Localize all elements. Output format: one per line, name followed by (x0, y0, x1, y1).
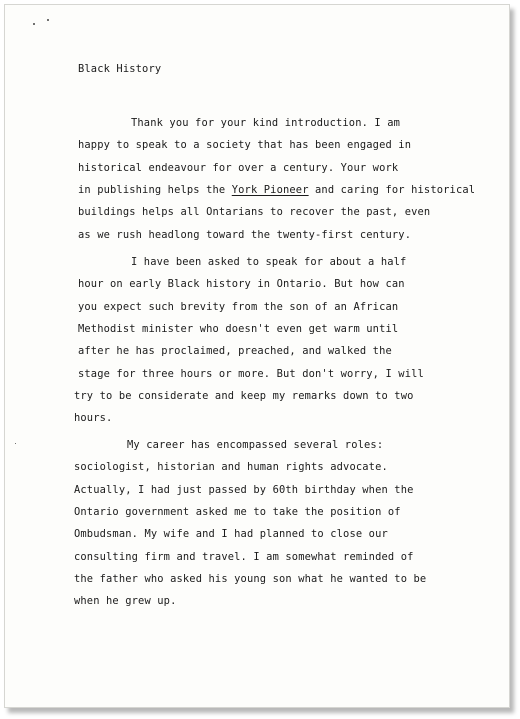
text-line: hour on early Black history in Ontario. But how can (78, 278, 405, 291)
text-line: buildings helps all Ontarians to recover the past, even (78, 206, 431, 219)
text-line: Thank you for your kind introduction. I am (131, 117, 401, 129)
text-line-with-title (78, 179, 475, 201)
text-line: happy to speak to a society that has been engaged in (78, 139, 412, 152)
speck (47, 19, 49, 21)
text-line: stage for three hours or more. But don't worry, I will (78, 367, 424, 380)
text-line: sociologist, historian and human rights advocate. (74, 461, 388, 474)
document-heading: Black History (78, 63, 162, 75)
text-line: historical endeavour for over a century. Your work (78, 161, 399, 174)
text-line: the father who asked his young son what he wanted to be (74, 572, 427, 585)
text-line: consulting firm and travel. I am somewhat reminded of (74, 550, 414, 563)
text-segment: and caring for historical (308, 183, 476, 196)
text-line: hours. (74, 412, 113, 425)
text-line: you expect such brevity from the son of an African (78, 300, 399, 313)
document-page (4, 4, 510, 708)
text-line: I have been asked to speak for about a half (131, 256, 407, 268)
publication-title: York Pioneer (231, 183, 309, 196)
text-line: Actually, I had just passed by 60th birthday when the (74, 483, 414, 496)
text-segment: in publishing helps the (78, 183, 232, 196)
text-line: after he has proclaimed, preached, and walked the (78, 345, 392, 358)
speck (15, 443, 16, 444)
text-line: Ontario government asked me to take the position of (74, 505, 401, 518)
text-line: Methodist minister who doesn't even get warm until (78, 322, 399, 335)
speck (33, 23, 35, 25)
text-line: Ombudsman. My wife and I had planned to close our (74, 528, 388, 541)
text-line: when he grew up. (74, 595, 177, 608)
text-line: try to be considerate and keep my remarks down to two (74, 389, 414, 402)
text-line: as we rush headlong toward the twenty-first century. (78, 228, 412, 241)
text-line: My career has encompassed several roles: (127, 439, 384, 451)
